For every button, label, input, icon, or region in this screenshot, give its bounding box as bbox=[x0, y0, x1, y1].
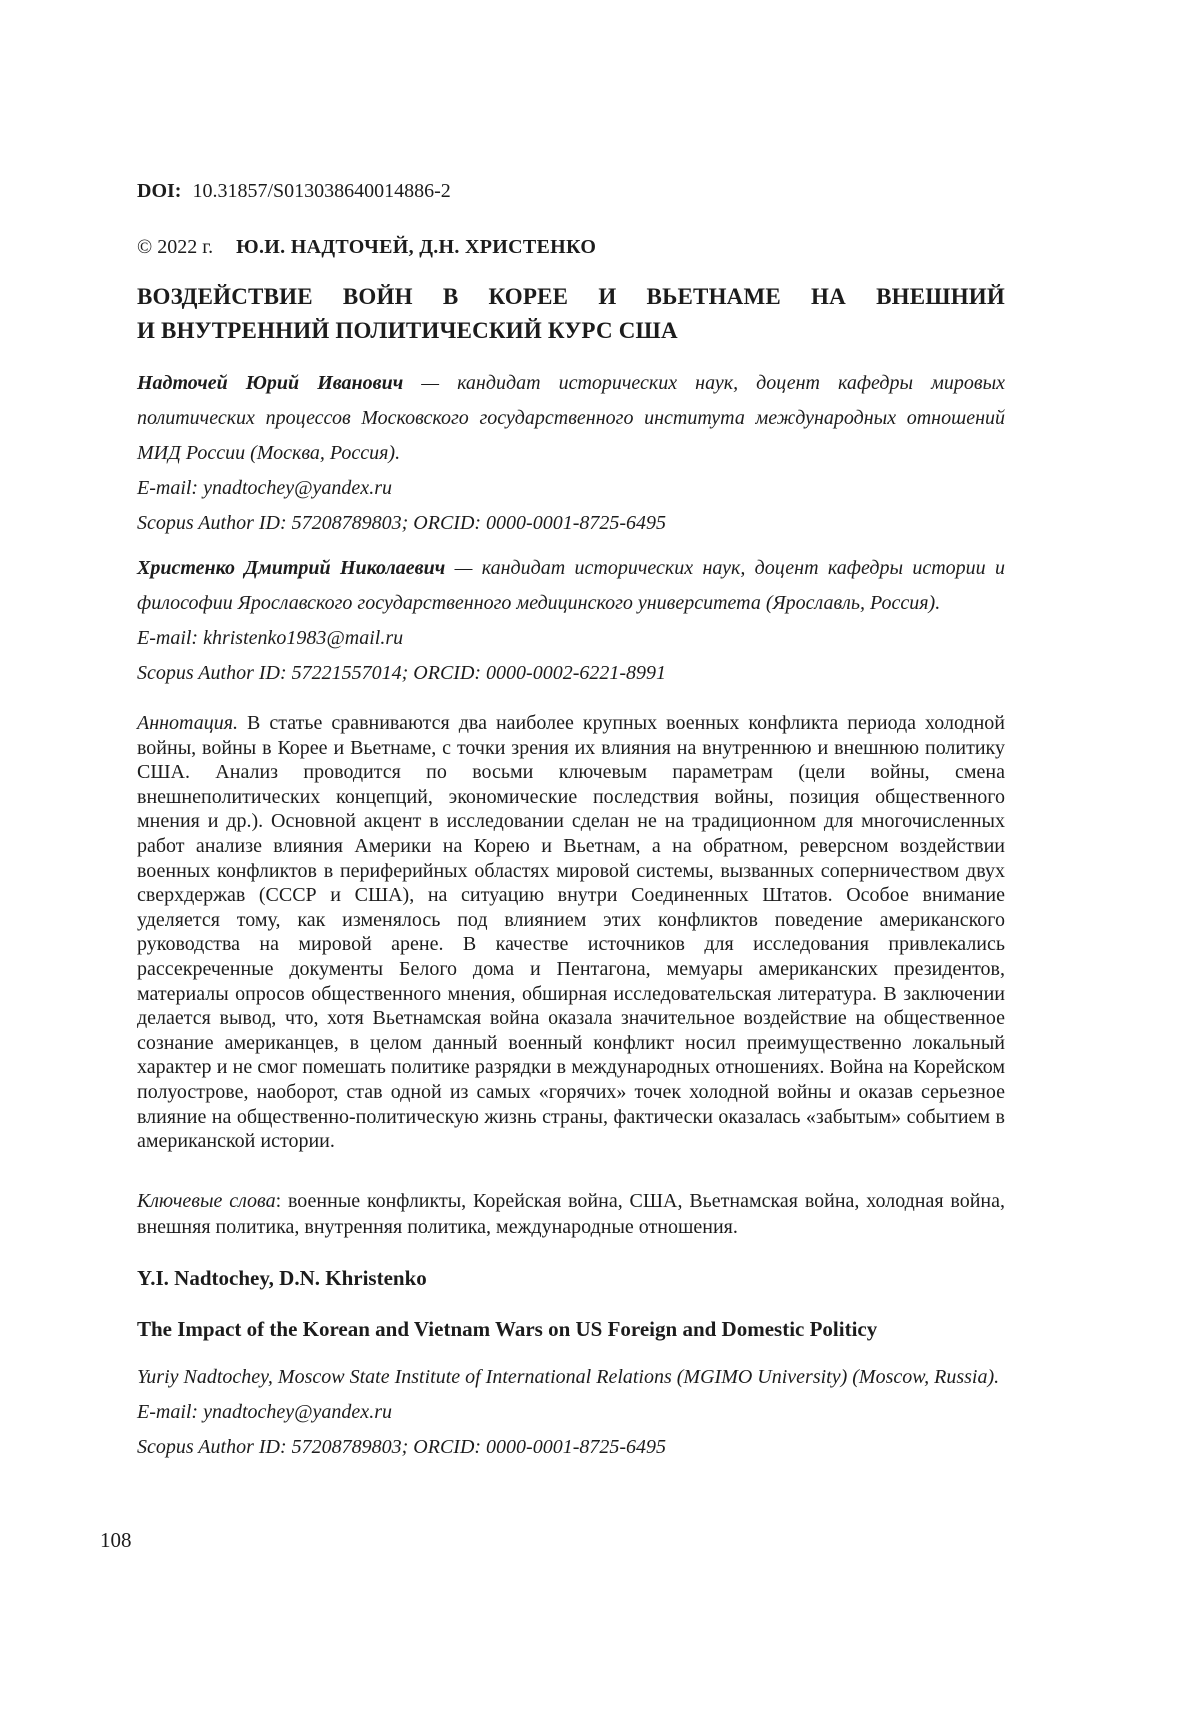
affiliation-block-en bbox=[137, 1360, 1005, 1465]
title-line-1: ВОЗДЕЙСТВИЕ ВОЙН В КОРЕЕ И ВЬЕТНАМЕ НА ВНЕШНИЙ bbox=[137, 284, 1005, 309]
abstract-label: Аннотация. bbox=[137, 712, 239, 734]
doi-label: DOI: bbox=[137, 180, 182, 202]
author-2-bio bbox=[137, 551, 1005, 621]
author-1-bio bbox=[137, 366, 1005, 471]
keywords-label: Ключевые слова bbox=[137, 1189, 276, 1212]
copyright-line bbox=[137, 234, 1005, 260]
doi-line bbox=[137, 178, 1005, 204]
article-title-en: The Impact of the Korean and Vietnam Wars on US Foreign and Domestic Politicy bbox=[137, 1316, 878, 1341]
author-2-bio-text: — кандидат исторических наук, доцент кафедры истории и философии Ярославского государственного медицинского университета (Ярославль, Россия). bbox=[137, 557, 1005, 614]
authors-en: Y.I. Nadtochey, D.N. Khristenko bbox=[137, 1265, 427, 1290]
author-bio-block-1 bbox=[137, 366, 1005, 541]
keywords-text: : военные конфликты, Корейская война, США, Вьетнамская война, холодная война, внешняя политика, внутренняя политика, международные отношения. bbox=[137, 1189, 1006, 1238]
copyright-text: © 2022 г. bbox=[137, 236, 214, 258]
affiliation-en-scopus-orcid: Scopus Author ID: 57208789803; ORCID: 0000-0001-8725-6495 bbox=[137, 1435, 667, 1458]
author-1-scopus-orcid: Scopus Author ID: 57208789803; ORCID: 0000-0001-8725-6495 bbox=[137, 512, 667, 534]
title-line-2: И ВНУТРЕННИЙ ПОЛИТИЧЕСКИЙ КУРС США bbox=[137, 318, 678, 343]
affiliation-en-email: E-mail: ynadtochey@yandex.ru bbox=[137, 1400, 392, 1423]
author-1-bio-text: — кандидат исторических наук, доцент кафедры мировых политических процессов Московского государственного института международных отношений МИД России (Москва, Россия). bbox=[137, 372, 1005, 464]
affiliation-en-text: Yuriy Nadtochey, Moscow State Institute of International Relations (MGIMO University) (Moscow, Russia). bbox=[137, 1365, 1000, 1388]
doi-value: 10.31857/S013038640014886-2 bbox=[192, 180, 451, 202]
abstract bbox=[137, 711, 1005, 1154]
author-1-name: Надточей Юрий Иванович bbox=[137, 372, 404, 394]
author-2-scopus-orcid: Scopus Author ID: 57221557014; ORCID: 0000-0002-6221-8991 bbox=[137, 662, 667, 684]
author-1-email: E-mail: ynadtochey@yandex.ru bbox=[137, 477, 392, 499]
authors-ru-caps: Ю.И. НАДТОЧЕЙ, Д.Н. ХРИСТЕНКО bbox=[236, 236, 597, 258]
author-2-name: Христенко Дмитрий Николаевич bbox=[137, 557, 446, 579]
paper-page-content bbox=[137, 178, 1005, 1465]
article-title-ru bbox=[137, 280, 1005, 348]
page-number: 108 bbox=[100, 1528, 132, 1552]
abstract-text: В статье сравниваются два наиболее крупных военных конфликта периода холодной войны, войны в Корее и Вьетнаме, с точки зрения их влияния на внутреннюю и внешнюю политику США. Анализ проводится по восьми ключевым параметрам (цели войны, смена внешнеполитических концепций, экономические последствия войны, позиция общественного мнения и др.). Основной акцент в исследовании сделан не на традиционном для многочисленных работ анализе влияния Америки на Корею и Вьетнам, а на обратном, реверсном воздействии военных конфликтов в периферийных областях мировой системы, вызванных соперничеством двух сверхдержав (СССР и США), на ситуацию внутри Соединенных Штатов. Особое внимание уделяется тому, как изменялось под влиянием этих конфликтов поведение американского руководства на мировой арене. В качестве источников для исследования привлекались рассекреченные документы Белого дома и Пентагона, мемуары американских президентов, материалы опросов общественного мнения, обширная исследовательская литература. В заключении делается вывод, что, хотя Вьетнамская война оказала значительное воздействие на общественное сознание американцев, в целом данный военный конфликт носил преимущественно локальный характер и не смог помешать политике разрядки в международных отношениях. Война на Корейском полуострове, наоборот, став одной из самых «горячих» точек холодной войны и оказав серьезное влияние на общественно-политическую жизнь страны, фактически оказалась «забытым» событием в американской истории. bbox=[137, 712, 1005, 1153]
keywords bbox=[137, 1188, 1005, 1240]
author-2-email: E-mail: khristenko1983@mail.ru bbox=[137, 627, 404, 649]
author-bio-block-2 bbox=[137, 551, 1005, 691]
